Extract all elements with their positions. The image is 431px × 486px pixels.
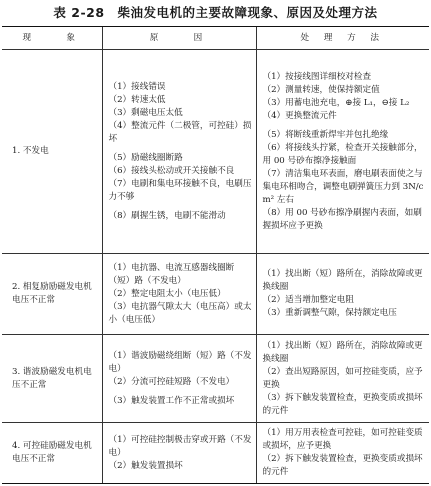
fix-item: （7）清洁集电环表面，磨电刷表面使之与集电环相吻合，调整电刷弹簧压力到 3N/cm² 左右 [262,168,424,205]
phenomenon-cell: 3. 谐波励磁发电机电压不正常 [2,335,102,423]
cause-item: （1）可控硅控制极击穿或开路（不发电） [108,434,252,458]
fix-cell [256,423,429,484]
cause-cell [102,254,256,335]
fix-item: （1）用万用表检查可控硅，如可控硅变质或损坏，应予更换 [262,428,423,451]
cause-cell [102,50,256,254]
cause-item: （2）分流可控硅短路（不发电） [108,376,235,387]
fix-item: （3）拆下触发装置检查，更换变质或损坏的元件 [262,392,423,416]
fix-item: （4）更换整流元件 [262,110,337,121]
cause-item: （1）电抗器、电流互感器线圈断（短）路（不发电） [108,262,235,286]
cause-item: （2）整定电阻太小（电压低） [108,288,226,299]
table-row [2,254,429,335]
cause-item: （8）刷握生锈，电刷不能滑动 [108,210,226,221]
cause-item: （5）励磁线圈断路 [108,152,183,163]
header-fix: 处 理 方 法 [256,27,429,50]
header-row [2,27,429,50]
cause-item: （1）谐波励磁绕组断（短）路（不发电） [108,350,252,374]
fix-item: （8）用 00 号砂布擦净刷握内表面，如刷握损坏应予更换 [262,207,422,231]
header-phenomenon: 现 象 [2,27,102,50]
cause-item: （1）接线错误 [108,81,166,92]
table-row [2,423,429,484]
header-cause: 原 因 [102,27,256,50]
fix-item: （1）按接线图详细校对检查 [262,71,372,82]
cause-cell [102,423,256,484]
fix-item: （2）查出短路原因，如可控硅变质，应予更换 [262,366,423,390]
fix-item: （5）将断线重新焊牢并包扎绝缘 [262,129,389,140]
cause-item: （2）触发装置损坏 [108,460,183,471]
phenomenon-cell: 2. 相复励励磁发电机电压不正常 [2,254,102,335]
fault-table [2,26,429,484]
fix-cell [256,335,429,423]
table-title: 表 2-28 柴油发电机的主要故障现象、原因及处理方法 [53,5,378,20]
cause-item: （7）电刷和集电环接触不良，电刷压力不够 [108,178,252,202]
cause-item: （3）剩磁电压太低 [108,107,183,118]
cause-item: （6）接线头松动或开关接触不良 [108,165,235,176]
fix-item: （2）适当增加整定电阻 [262,295,354,305]
fix-cell [256,254,429,335]
fix-item: （6）将接线头拧紧，检查开关接触部分，用 00 号砂布擦净接触面 [262,142,423,166]
fix-item: （2）拆下触发装置检查，更换变质或损坏的元件 [262,454,423,477]
fix-item: （1）找出断（短）路所在，消除故障或更换线圈 [262,340,423,364]
fix-item: （3）重新调整气隙，保持额定电压 [262,308,397,318]
cause-item: （3）电抗器气隙太大（电压高）或太小（电压低） [108,301,252,325]
fix-cell [256,50,429,254]
cause-item: （2）转速太低 [108,94,166,105]
fix-item: （1）找出断（短）路所在，消除故障或更换线圈 [262,269,423,292]
cause-item: （4）整流元件（二极管，可控硅）损坏 [108,120,252,144]
phenomenon-cell: 1. 不发电 [2,50,102,254]
fix-item: （2）测量转速，使保持额定值 [262,84,380,95]
phenomenon-cell: 4. 可控硅励磁发电机电压不正常 [2,423,102,484]
fix-item: （3）用蓄电池充电，⊕接 L₁，⊖接 L₂ [262,97,410,108]
cause-item: （3）触发装置工作不正常或损坏 [108,395,235,406]
table-row [2,50,429,254]
cause-cell [102,335,256,423]
table-row [2,335,429,423]
